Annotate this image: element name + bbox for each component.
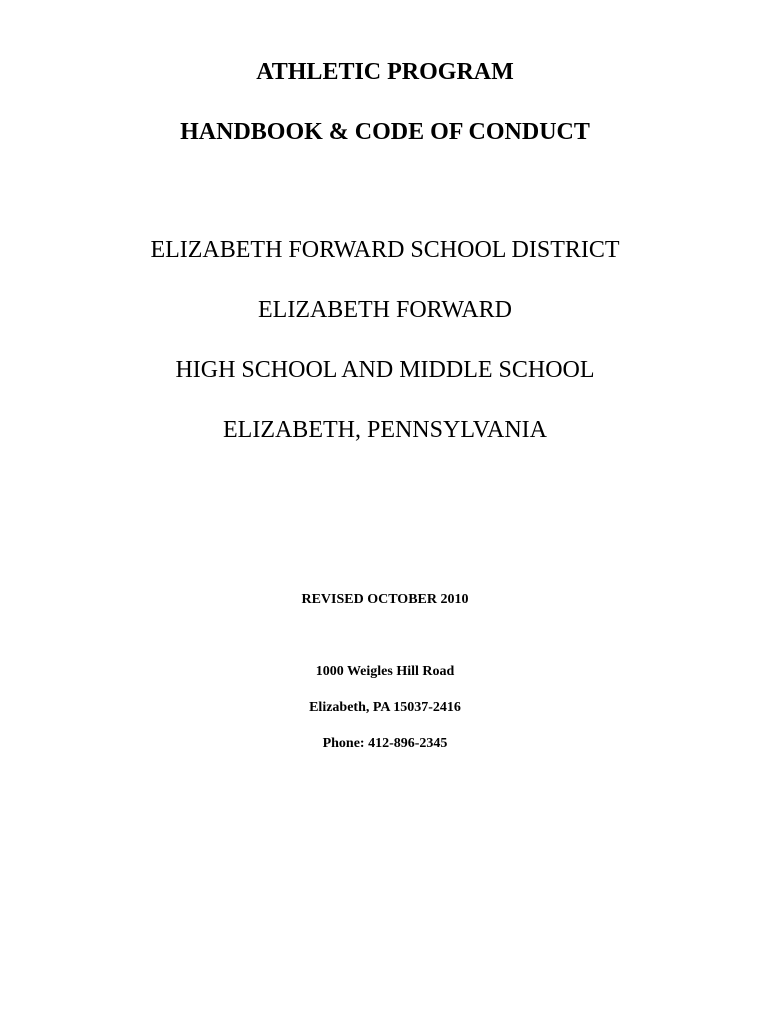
school-name: ELIZABETH FORWARD: [258, 297, 512, 323]
school-levels: HIGH SCHOOL AND MIDDLE SCHOOL: [175, 357, 595, 383]
district-name: ELIZABETH FORWARD SCHOOL DISTRICT: [150, 237, 620, 263]
phone-number: Phone: 412-896-2345: [322, 736, 448, 751]
address-street: 1000 Weigles Hill Road: [315, 664, 455, 679]
document-subtitle: HANDBOOK & CODE OF CONDUCT: [180, 119, 590, 145]
revision-date: REVISED OCTOBER 2010: [301, 592, 469, 607]
school-location: ELIZABETH, PENNSYLVANIA: [223, 417, 547, 443]
address-city: Elizabeth, PA 15037-2416: [309, 700, 461, 715]
document-title: ATHLETIC PROGRAM: [256, 59, 514, 85]
